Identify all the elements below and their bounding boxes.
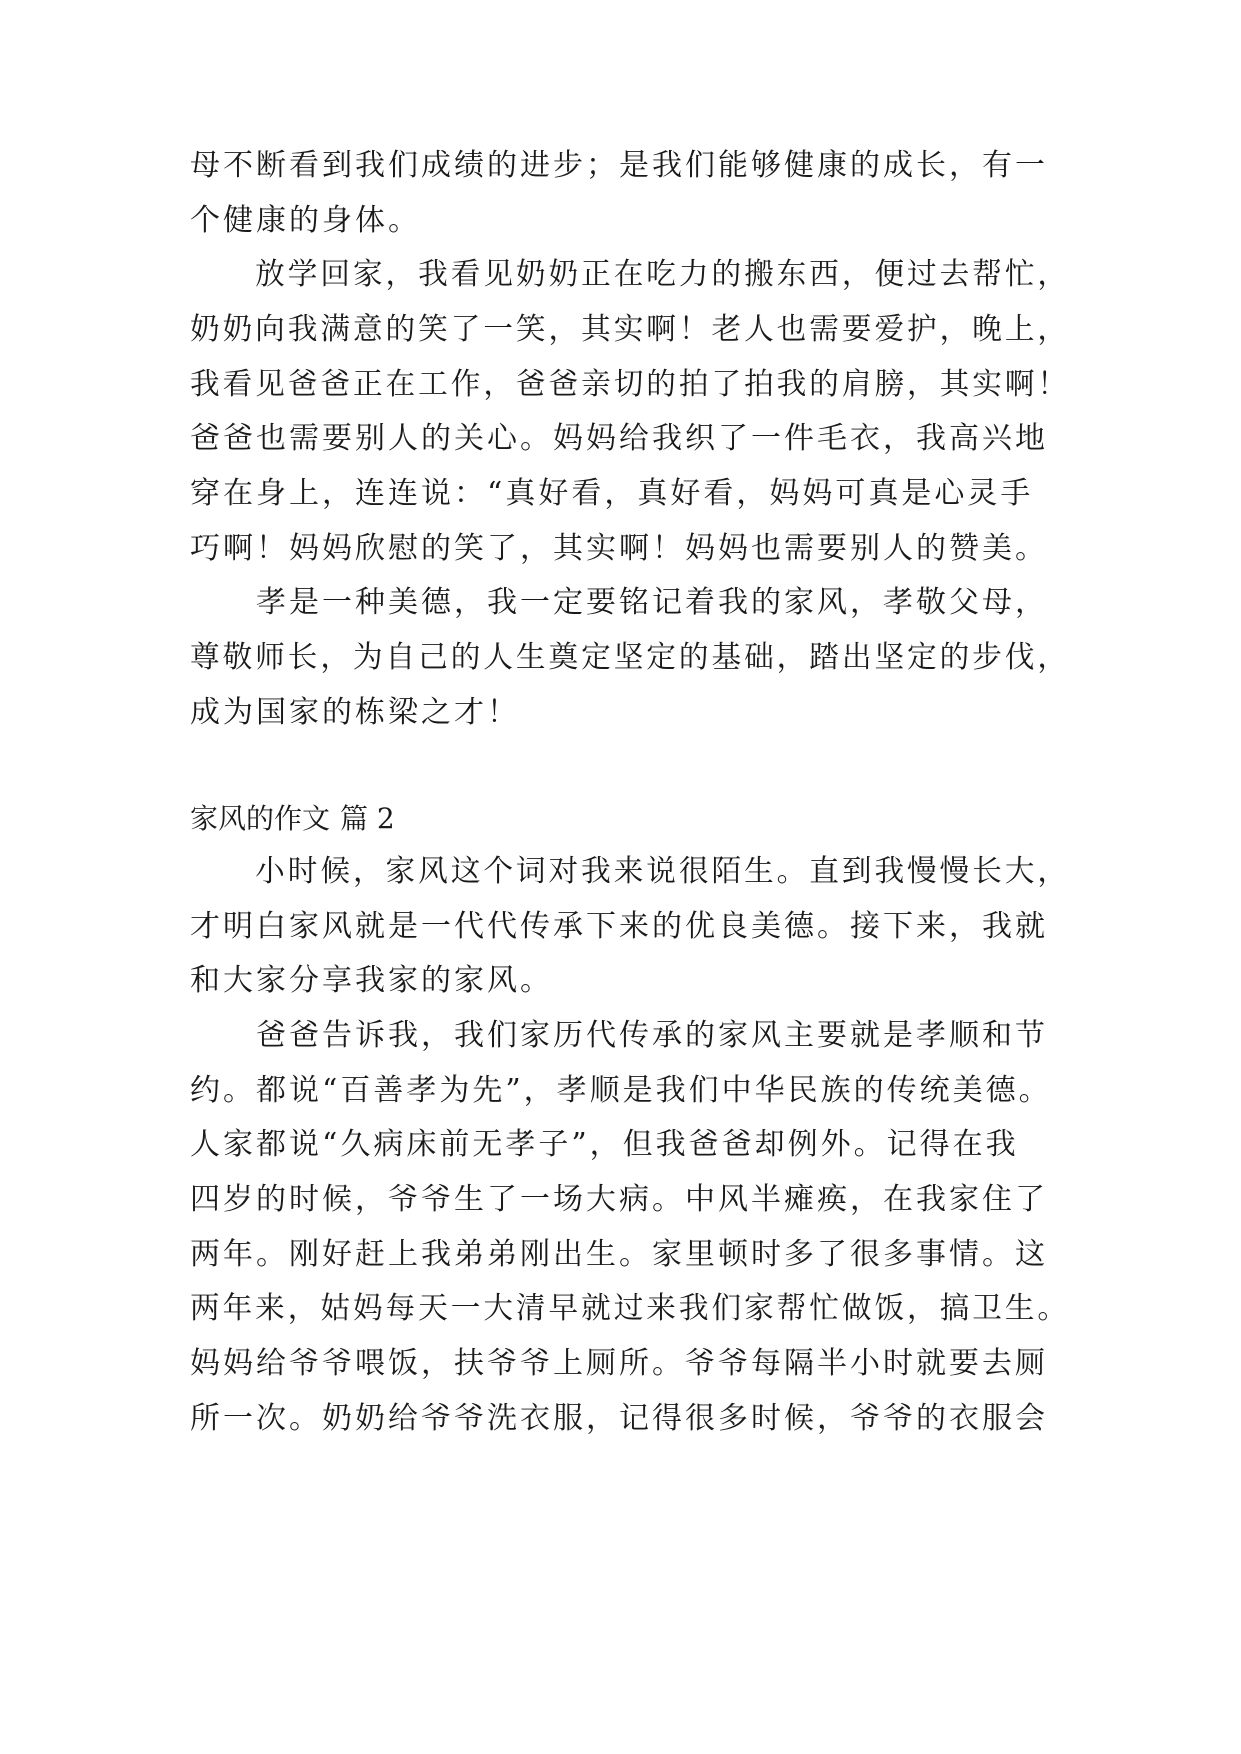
paragraph-line: 所一次。奶奶给爷爷洗衣服，记得很多时候，爷爷的衣服会: [190, 1401, 1048, 1436]
paragraph-line: 放学回家，我看见奶奶正在吃力的搬东西，便过去帮忙，: [190, 257, 1070, 292]
paragraph-line: 约。都说“百善孝为先”，孝顺是我们中华民族的传统美德。: [190, 1073, 1052, 1108]
paragraph-line: 两年。刚好赶上我弟弟刚出生。家里顿时多了很多事情。这: [190, 1237, 1048, 1272]
paragraph-line: 人家都说“久病床前无孝子”，但我爸爸却例外。记得在我: [190, 1127, 1019, 1162]
paragraph-line: 成为国家的栋梁之才！: [190, 695, 520, 730]
paragraph-line: 小时候，家风这个词对我来说很陌生。直到我慢慢长大，: [190, 854, 1070, 889]
paragraph-line: 才明白家风就是一代代传承下来的优良美德。接下来，我就: [190, 909, 1048, 944]
paragraph-line: 巧啊！妈妈欣慰的笑了，其实啊！妈妈也需要别人的赞美。: [190, 531, 1048, 566]
paragraph-line: 四岁的时候，爷爷生了一场大病。中风半瘫痪，在我家住了: [190, 1182, 1048, 1217]
paragraph-line: 爸爸告诉我，我们家历代传承的家风主要就是孝顺和节: [190, 1018, 1048, 1053]
paragraph-line: 尊敬师长，为自己的人生奠定坚定的基础，踏出坚定的步伐，: [190, 640, 1070, 675]
paragraph-line: 两年来，姑妈每天一大清早就过来我们家帮忙做饭，搞卫生。: [190, 1291, 1070, 1326]
paragraph-line: 和大家分享我家的家风。: [190, 963, 553, 998]
paragraph-line: 孝是一种美德，我一定要铭记着我的家风，孝敬父母，: [190, 585, 1048, 620]
essay-heading: [190, 799, 395, 839]
essay-number: 篇 2: [340, 802, 395, 835]
paragraph-line: 爸爸也需要别人的关心。妈妈给我织了一件毛衣，我高兴地: [190, 421, 1048, 456]
paragraph-line: 奶奶向我满意的笑了一笑，其实啊！老人也需要爱护，晚上，: [190, 312, 1070, 347]
paragraph-line: 穿在身上，连连说：“真好看，真好看，妈妈可真是心灵手: [190, 476, 1034, 511]
paragraph-line: 母不断看到我们成绩的进步；是我们能够健康的成长，有一: [190, 148, 1048, 183]
essay-title: 家风的作文: [190, 802, 331, 835]
paragraph-line: 个健康的身体。: [190, 203, 421, 238]
paragraph-line: 妈妈给爷爷喂饭，扶爷爷上厕所。爷爷每隔半小时就要去厕: [190, 1346, 1048, 1381]
paragraph-line: 我看见爸爸正在工作，爸爸亲切的拍了拍我的肩膀，其实啊！: [190, 367, 1070, 402]
